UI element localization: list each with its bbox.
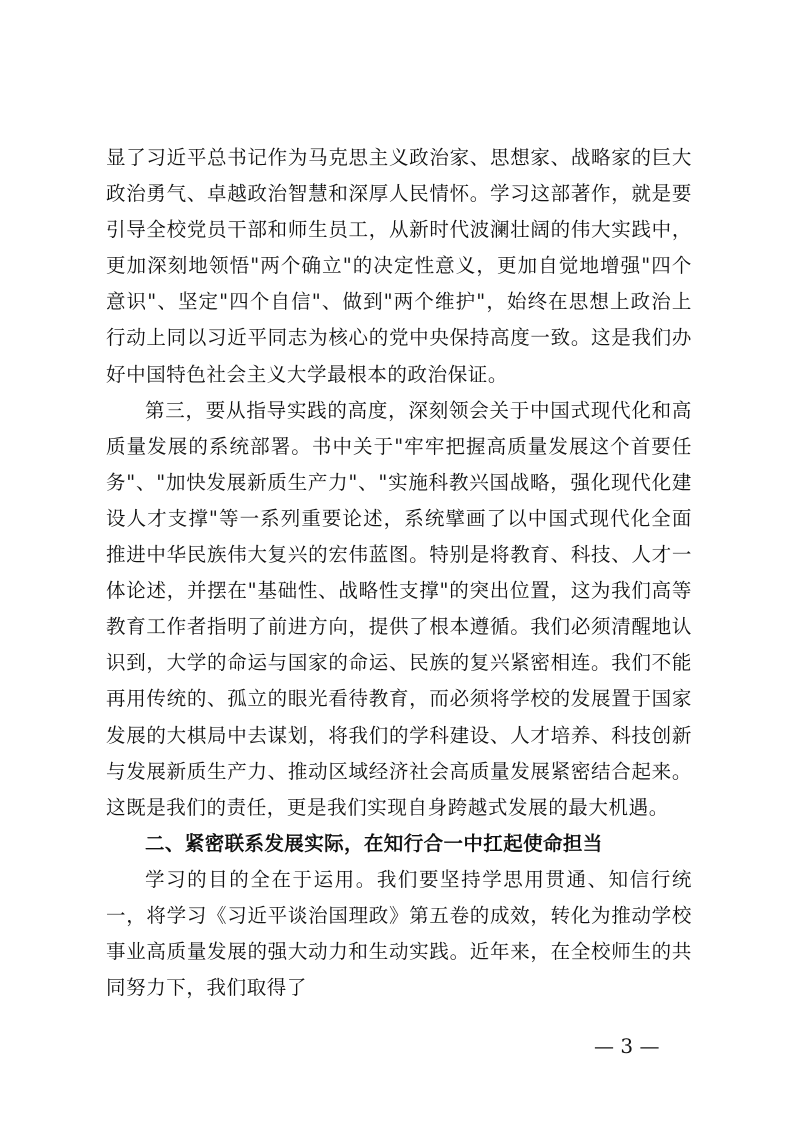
document-body [106, 140, 692, 1006]
paragraph-application: 学习的目的全在于运用。我们要坚持学思用贯通、知信行统一，将学习《习近平谈治国理政》第五卷的成效，转化为推动学校事业高质量发展的强大动力和生动实践。近年来，在全校师生的共同努力下，我们取得了 [106, 867, 692, 1000]
section-heading: 二、紧密联系发展实际，在知行合一中扛起使命担当 [145, 831, 603, 855]
paragraph-third-point: 第三，要从指导实践的高度，深刻领会关于中国式现代化和高质量发展的系统部署。书中关于"牢牢把握高质量发展这个首要任务"、"加快发展新质生产力"、"实施科教兴国战略，强化现代化建设人才支撑"等一系列重要论述，系统擘画了以中国式现代化全面推进中华民族伟大复兴的宏伟蓝图。特别是将教育、科技、人才一体论述，并摆在"基础性、战略性支撑"的突出位置，这为我们高等教育工作者指明了前进方向，提供了根本遵循。我们必须清醒地认识到，大学的命运与国家的命运、民族的复兴紧密相连。我们不能再用传统的、孤立的眼光看待教育，而必须将学校的发展置于国家发展的大棋局中去谋划，将我们的学科建设、人才培养、科技创新与发展新质生产力、推动区域经济社会高质量发展紧密结合起来。这既是我们的责任，更是我们实现自身跨越式发展的最大机遇。 [106, 398, 692, 819]
page-number: — 3 — [594, 1034, 660, 1058]
paragraph-continuation: 显了习近平总书记作为马克思主义政治家、思想家、战略家的巨大政治勇气、卓越政治智慧和深厚人民情怀。学习这部著作，就是要引导全校党员干部和师生员工，从新时代波澜壮阔的伟大实践中，更加深刻地领悟"两个确立"的决定性意义，更加自觉地增强"四个意识"、坚定"四个自信"、做到"两个维护"，始终在思想上政治上行动上同以习近平同志为核心的党中央保持高度一致。这是我们办好中国特色社会主义大学最根本的政治保证。 [106, 146, 692, 386]
